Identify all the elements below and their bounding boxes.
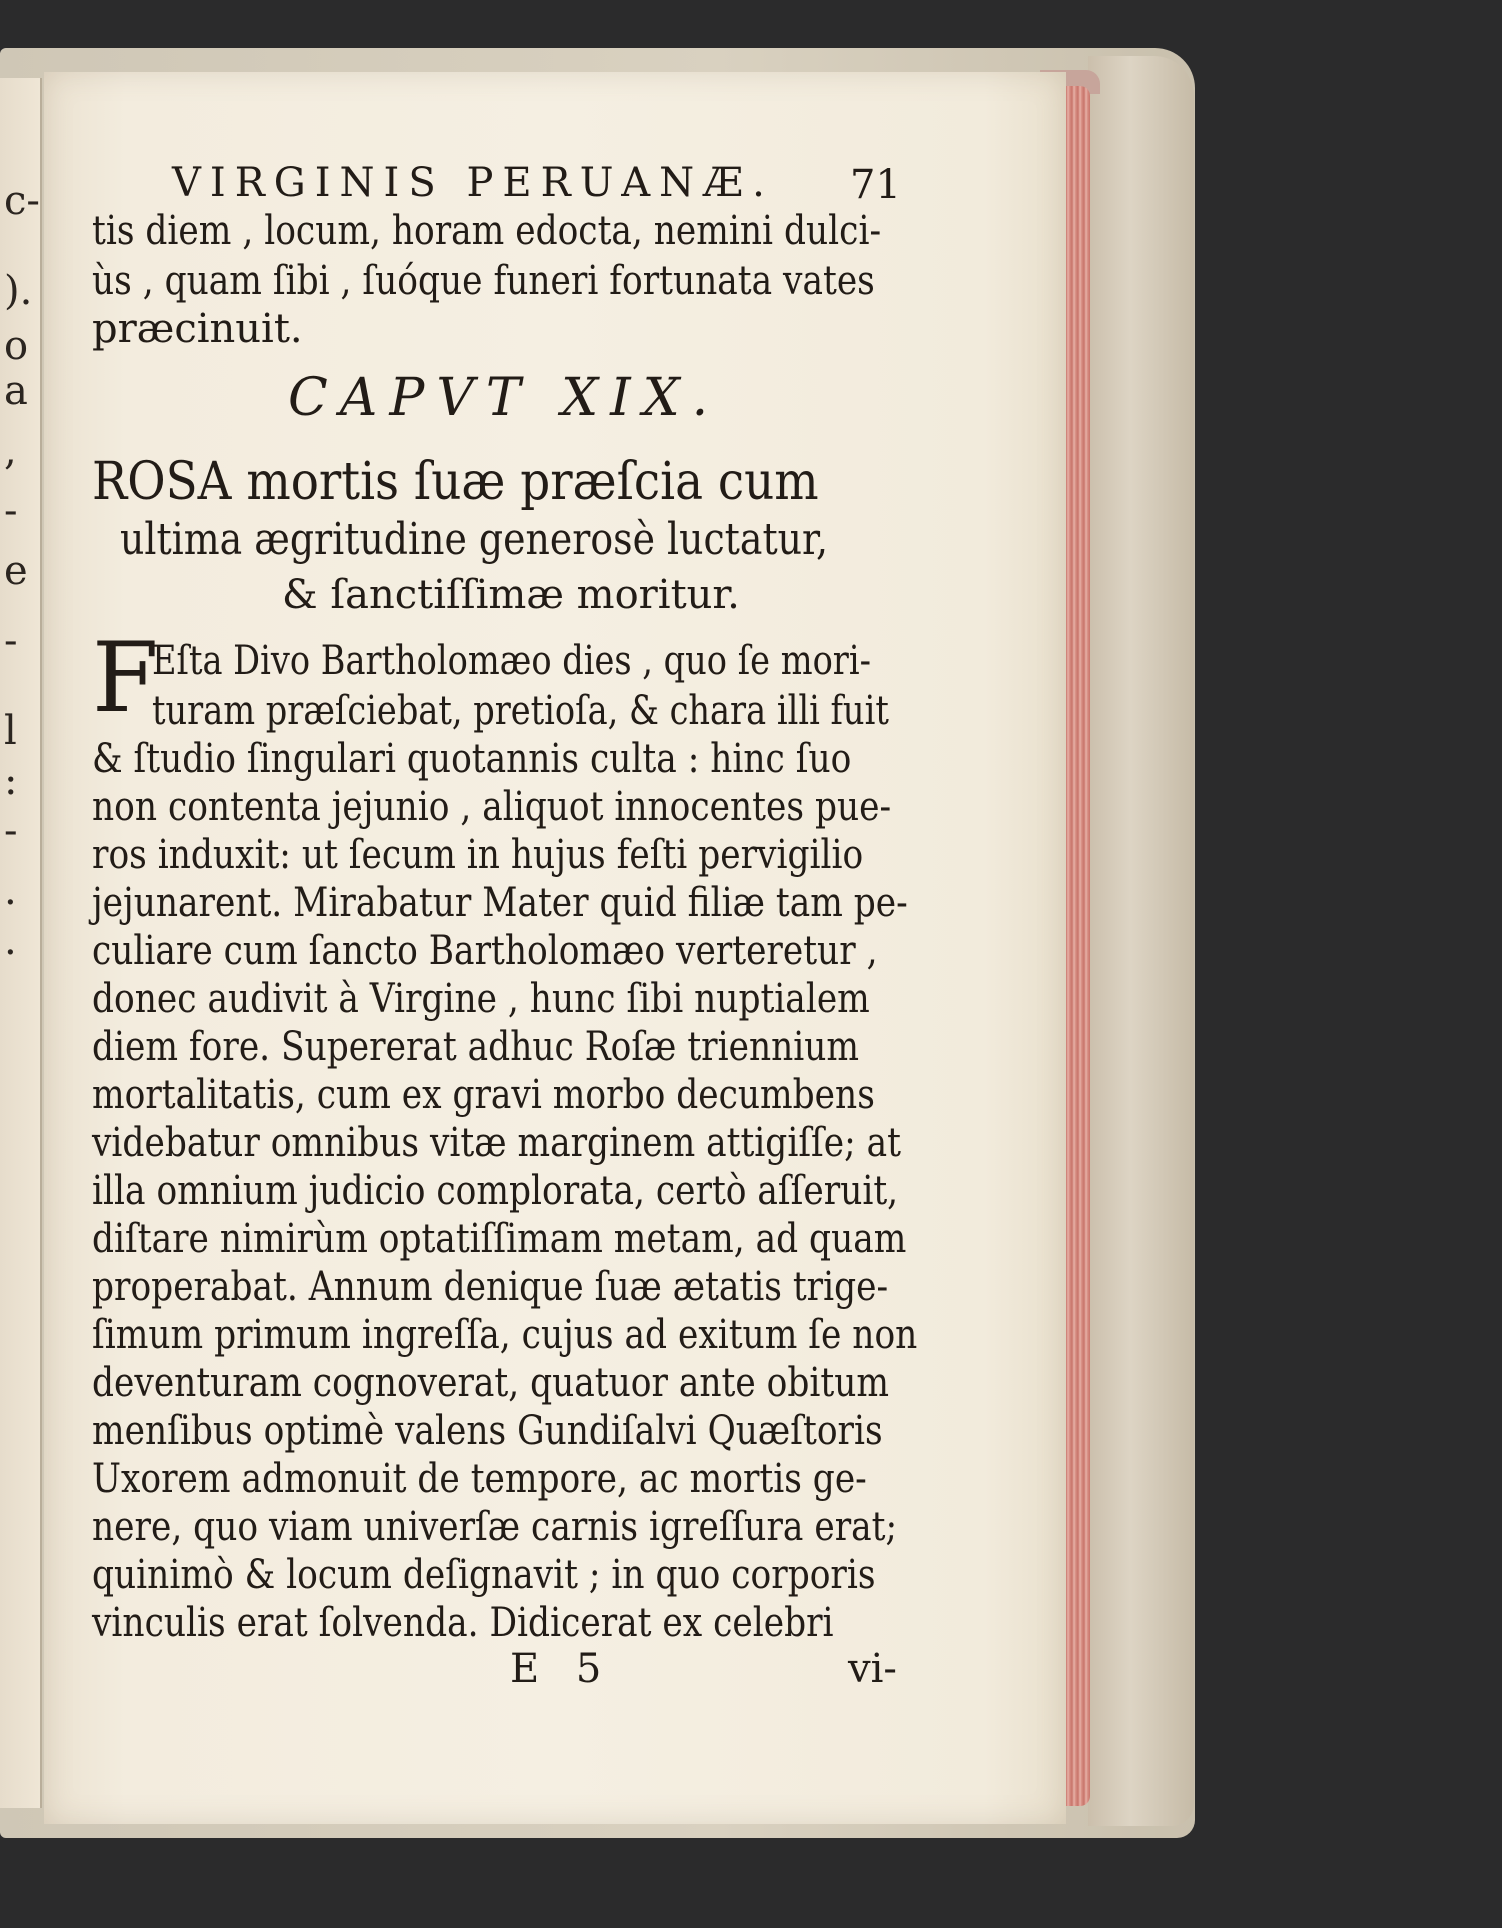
running-head: VIRGINIS PERUANÆ. (172, 160, 774, 206)
text-line: jejunarent. Mirabatur Mater quid filiæ tam pe- (92, 880, 908, 926)
text-line: properabat. Annum denique ſuæ ætatis trige- (92, 1264, 889, 1310)
catchword: vi- (848, 1646, 897, 1692)
text-line: Uxorem admonuit de tempore, ac mortis ge- (92, 1456, 867, 1502)
margin-fragment: a (4, 368, 28, 414)
margin-fragment: : (4, 758, 18, 804)
text-line: illa omnium judicio complorata, certò aſſeruit, (92, 1168, 899, 1214)
margin-fragment: . (4, 868, 17, 914)
vellum-cover-edge (1088, 56, 1194, 1826)
chapter-summary-line: & ſanctiſſimæ moritur. (282, 572, 740, 618)
chapter-summary-line: ultima ægritudine generosè luctatur, (120, 514, 828, 565)
text-line: nere, quo viam univerſæ carnis igreſſura erat; (92, 1504, 898, 1550)
text-line: ros induxit: ut ſecum in hujus feſti pervigilio (92, 832, 864, 878)
margin-fragment: l (4, 708, 17, 754)
margin-fragment: o (4, 323, 29, 369)
previous-page-sliver (0, 78, 42, 1808)
text-line: deventuram cognoverat, quatuor ante obitum (92, 1360, 889, 1406)
page-number: 71 (850, 162, 901, 208)
margin-fragment: . (4, 918, 17, 964)
text-line: donec audivit à Virgine , hunc ſibi nuptialem (92, 976, 870, 1022)
margin-fragment: ). (4, 268, 33, 314)
text-line: non contenta jejunio , aliquot innocentes pue- (92, 784, 892, 830)
chapter-heading: CAPVT XIX. (288, 368, 721, 428)
text-line: ùs , quam ſibi , ſuóque funeri fortunata vates (92, 258, 875, 304)
text-line: diſtare nimirùm optatiſſimam metam, ad quam (92, 1216, 907, 1262)
text-line: & ſtudio ſingulari quotannis culta : hinc ſuo (92, 736, 852, 782)
text-line: culiare cum ſancto Bartholomæo verteretur , (92, 928, 878, 974)
margin-fragment: e (4, 548, 28, 594)
margin-fragment: - (4, 488, 18, 534)
text-line: diem fore. Supererat adhuc Roſæ triennium (92, 1024, 860, 1070)
text-line: ſimum primum ingreſſa, cujus ad exitum ſe non (92, 1312, 918, 1358)
margin-fragment: , (4, 428, 17, 474)
margin-fragment: - (4, 618, 18, 664)
text-line: vinculis erat ſolvenda. Didicerat ex celebri (92, 1600, 834, 1646)
text-line: mortalitatis, cum ex gravi morbo decumbens (92, 1072, 875, 1118)
text-line: turam præſciebat, pretioſa, & chara illi fuit (152, 688, 889, 734)
chapter-summary-line: ROSA mortis ſuæ præſcia cum (92, 452, 819, 512)
drop-capital: F (92, 622, 159, 734)
margin-fragment: - (4, 808, 18, 854)
signature-mark: E 5 (510, 1646, 614, 1692)
margin-fragment: c- (4, 178, 40, 224)
text-line: tis diem , locum, horam edocta, nemini dulci- (92, 208, 882, 254)
text-line: videbatur omnibus vitæ marginem attigiſſe; at (92, 1120, 902, 1166)
text-line: quinimò & locum deſignavit ; in quo corporis (92, 1552, 876, 1598)
text-line: præcinuit. (92, 306, 303, 352)
text-line: menſibus optimè valens Gundiſalvi Quæſtoris (92, 1408, 883, 1454)
text-line: Eſta Divo Bartholomæo dies , quo ſe mori- (152, 638, 871, 684)
